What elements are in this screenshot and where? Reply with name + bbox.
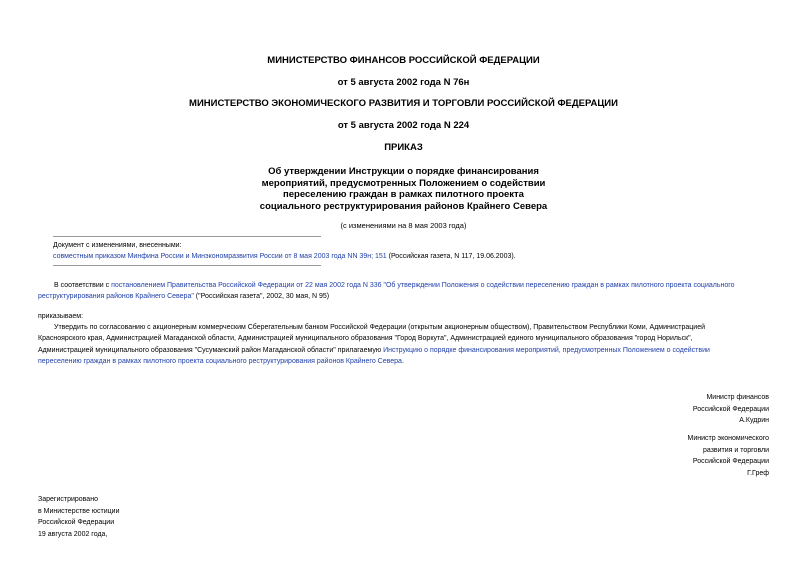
order-line-4-end: . — [401, 357, 404, 365]
signature-line: Министр финансов — [706, 394, 769, 401]
signature-economy-minister — [687, 433, 769, 479]
preamble-paragraph — [38, 280, 769, 302]
preamble-intro: В соответствии с — [54, 282, 112, 289]
ministry-economy-heading: МИНИСТЕРСТВО ЭКОНОМИЧЕСКОГО РАЗВИТИЯ И ТОРГОВЛИ РОССИЙСКОЙ ФЕДЕРАЦИИ — [189, 98, 618, 109]
order-date-1: от 5 августа 2002 года N 76н — [337, 77, 470, 88]
amending-order-source: (Российская газета, N 117, 19.06.2003). — [386, 253, 516, 260]
instruction-link-cont[interactable]: переселению граждан в рамках пилотного проекта социального реструктурирования районов Крайнего Севера — [38, 357, 402, 365]
title-line: переселению граждан в рамках пилотного проекта — [283, 189, 524, 200]
registration-line: в Министерстве юстиции — [38, 507, 120, 515]
signature-line: Г.Греф — [747, 469, 769, 477]
divider-bottom — [53, 265, 321, 266]
ministry-finance-heading: МИНИСТЕРСТВО ФИНАНСОВ РОССИЙСКОЙ ФЕДЕРАЦИИ — [267, 55, 540, 66]
order-line-2: Красноярского края, Администрацией Магаданской области, Администрацией муниципального образования "Город Воркута", Администрацией единого муниципального образования "город Норильск", — [38, 335, 693, 343]
order-paragraph — [38, 311, 769, 367]
registration-line: Зарегистрировано — [38, 496, 98, 503]
signature-line: развития и торговли — [702, 446, 769, 454]
order-verb: приказываем: — [38, 313, 84, 320]
title-line: социального реструктурирования районов Крайнего Севера — [259, 200, 548, 212]
instruction-link[interactable]: Инструкцию о порядке финансирования мероприятий, предусмотренных Положением о содействии — [383, 346, 710, 354]
document-title — [0, 166, 807, 212]
title-line: Об утверждении Инструкции о порядке финансирования — [268, 166, 539, 177]
registration-line: 19 августа 2002 года, — [38, 530, 108, 538]
order-line-1: Утвердить по согласованию с акционерным коммерческим Сберегательным банком Российской Федерации (открытым акционерным обществом), Правительством Республики Коми, Администрацией — [54, 324, 706, 332]
order-line-3: Администрацией муниципального образования "Сусуманский район Магаданской области" прилагаемую — [38, 346, 384, 354]
signature-finance-minister — [693, 392, 769, 427]
signature-line: Российской Федерации — [692, 458, 769, 465]
signature-line: А.Кудрин — [739, 417, 769, 424]
government-decree-link[interactable]: постановлением Правительства Российской Федерации от 22 мая 2002 года N 336 "Об утверждении Положения о содействии переселению граждан в рамках пилотного проекта социального — [111, 282, 735, 289]
title-line: мероприятий, предусмотренных Положением о содействии — [261, 177, 546, 189]
signature-line: Министр экономического — [687, 435, 769, 442]
government-decree-link-cont[interactable]: реструктурирования районов Крайнего Севера" — [38, 293, 194, 301]
amendments-note: (с изменениями на 8 мая 2003 года) — [340, 221, 467, 230]
preamble-source: ("Российская газета", 2002, 30 мая, N 95) — [193, 293, 330, 301]
document-type: ПРИКАЗ — [384, 142, 423, 153]
divider-top — [53, 236, 321, 237]
change-notice-label: Документ с изменениями, внесенными: — [53, 242, 182, 249]
change-notice-entry — [53, 251, 613, 262]
registration-note — [38, 494, 119, 540]
order-date-2: от 5 августа 2002 года N 224 — [337, 120, 470, 131]
registration-line: Российской Федерации — [38, 519, 115, 526]
amending-order-link[interactable]: совместным приказом Минфина России и Минэкономразвития России от 8 мая 2003 года NN 39н; 151 — [53, 253, 387, 260]
change-notice — [53, 240, 613, 262]
signature-line: Российской Федерации — [692, 405, 769, 413]
